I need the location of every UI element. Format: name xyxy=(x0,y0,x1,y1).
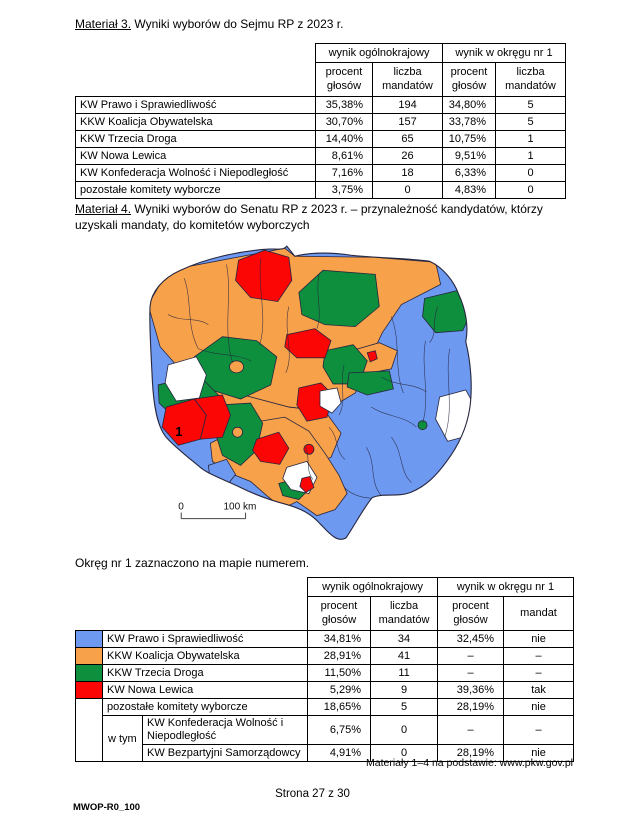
committee-name: KKW Trzecia Droga xyxy=(103,665,308,682)
table-row xyxy=(76,682,574,699)
document-code: MWOP-R0_100 xyxy=(73,802,141,813)
column-header: procent głosów xyxy=(438,597,504,631)
column-header-row xyxy=(76,597,574,631)
cell-value: 11 xyxy=(371,665,438,682)
cell-value: 0 xyxy=(496,165,566,182)
cell-value: 4,83% xyxy=(443,182,496,199)
column-header: liczba mandatów xyxy=(371,597,438,631)
cell-value: 34,81% xyxy=(308,631,371,648)
cell-value: 0 xyxy=(371,745,438,762)
material3-label: Materiał 3. xyxy=(75,17,132,31)
district-regions xyxy=(148,246,476,539)
cell-value: 1 xyxy=(496,148,566,165)
committee-name: KW Konfederacja Wolność i Niepodległość xyxy=(76,165,316,182)
cell-value: 6,33% xyxy=(443,165,496,182)
cell-value: 32,45% xyxy=(438,631,504,648)
committee-name: KW Bezpartyjni Samorządowcy xyxy=(143,745,308,762)
color-swatch xyxy=(76,631,103,648)
cell-value: 11,50% xyxy=(308,665,371,682)
cell-value: 5,29% xyxy=(308,682,371,699)
committee-name: KW Konfederacja Wolność i Niepodległość xyxy=(143,716,308,745)
blank-cell xyxy=(76,597,308,631)
cell-value: 28,19% xyxy=(438,745,504,762)
map-note: Okręg nr 1 zaznaczono na mapie numerem. xyxy=(75,556,310,570)
cell-value: 14,40% xyxy=(316,131,373,148)
cell-value: 1 xyxy=(496,131,566,148)
cell-value: – xyxy=(504,648,574,665)
senate-results-table xyxy=(75,577,574,762)
committee-name: KW Nowa Lewica xyxy=(103,682,308,699)
table-row xyxy=(76,97,566,114)
group-header-row xyxy=(76,44,566,63)
cell-value: 26 xyxy=(373,148,443,165)
cell-value: 28,91% xyxy=(308,648,371,665)
cell-value: 3,75% xyxy=(316,182,373,199)
source-note: Materiały 1–4 na podstawie: www.pkw.gov.pl xyxy=(366,757,573,769)
page-number: Strona 27 z 30 xyxy=(275,788,350,800)
committee-name: KW Nowa Lewica xyxy=(76,148,316,165)
table-row xyxy=(76,182,566,199)
cell-value: 5 xyxy=(371,699,438,716)
poland-senate-map xyxy=(138,244,510,550)
district-1-label: 1 xyxy=(175,424,183,440)
group-header: wynik ogólnokrajowy xyxy=(308,578,438,597)
table-row xyxy=(76,148,566,165)
cell-value: 5 xyxy=(496,114,566,131)
cell-value: 65 xyxy=(373,131,443,148)
sejm-results-table xyxy=(75,43,566,199)
cell-value: 0 xyxy=(371,716,438,745)
cell-value: 28,19% xyxy=(438,699,504,716)
cell-value: 39,36% xyxy=(438,682,504,699)
cell-value: 18 xyxy=(373,165,443,182)
table-row xyxy=(76,131,566,148)
color-swatch xyxy=(76,648,103,665)
group-header: wynik w okręgu nr 1 xyxy=(438,578,574,597)
table-row xyxy=(76,665,574,682)
table-row xyxy=(76,631,574,648)
cell-value: 30,70% xyxy=(316,114,373,131)
group-header: wynik w okręgu nr 1 xyxy=(443,44,566,63)
column-header: procent głosów xyxy=(316,63,373,97)
cell-value: nie xyxy=(504,631,574,648)
committee-name: pozostałe komitety wyborcze xyxy=(76,182,316,199)
cell-value: – xyxy=(438,648,504,665)
empty-swatch-cell xyxy=(76,699,103,762)
cell-value: 18,65% xyxy=(308,699,371,716)
cell-value: 34,80% xyxy=(443,97,496,114)
blank-cell xyxy=(76,578,308,597)
committee-name: KKW Trzecia Droga xyxy=(76,131,316,148)
cell-value: – xyxy=(438,716,504,745)
committee-name: KKW Koalicja Obywatelska xyxy=(76,114,316,131)
cell-value: 0 xyxy=(496,182,566,199)
cell-value: – xyxy=(438,665,504,682)
material4-title: Wyniki wyborów do Senatu RP z 2023 r. – przynależność kandydatów, którzy uzyskali mandaty, do komitetów wyborczych xyxy=(75,202,543,232)
column-header: liczba mandatów xyxy=(496,63,566,97)
committee-name: pozostałe komitety wyborcze xyxy=(103,699,308,716)
cell-value: 6,75% xyxy=(308,716,371,745)
column-header: procent głosów xyxy=(443,63,496,97)
cell-value: 157 xyxy=(373,114,443,131)
blank-cell xyxy=(76,63,316,97)
table-row xyxy=(76,648,574,665)
cell-value: 41 xyxy=(371,648,438,665)
cell-value: 7,16% xyxy=(316,165,373,182)
column-header-row xyxy=(76,63,566,97)
color-swatch xyxy=(76,682,103,699)
cell-value: nie xyxy=(504,699,574,716)
cell-value: 8,61% xyxy=(316,148,373,165)
cell-value: 9,51% xyxy=(443,148,496,165)
committee-name: KW Prawo i Sprawiedliwość xyxy=(76,97,316,114)
cell-value: 0 xyxy=(373,182,443,199)
cell-value: 33,78% xyxy=(443,114,496,131)
cell-value: 34 xyxy=(371,631,438,648)
cell-value: 194 xyxy=(373,97,443,114)
cell-value: – xyxy=(504,665,574,682)
blank-cell xyxy=(76,44,316,63)
material4-label: Materiał 4. xyxy=(75,202,132,216)
column-header: mandat xyxy=(504,597,574,631)
cell-value: nie xyxy=(504,745,574,762)
map-scale-bar xyxy=(181,513,245,519)
scale-distance-label: 100 km xyxy=(223,501,257,513)
cell-value: 35,38% xyxy=(316,97,373,114)
table-row xyxy=(76,114,566,131)
committee-name: KW Prawo i Sprawiedliwość xyxy=(103,631,308,648)
column-header: procent głosów xyxy=(308,597,371,631)
column-header: liczba mandatów xyxy=(373,63,443,97)
cell-value: – xyxy=(504,716,574,745)
table-sub-row xyxy=(76,716,574,745)
cell-value: 4,91% xyxy=(308,745,371,762)
cell-value: 10,75% xyxy=(443,131,496,148)
committee-name: KKW Koalicja Obywatelska xyxy=(103,648,308,665)
poland-map-svg xyxy=(138,244,510,548)
w-tym-cell: w tym xyxy=(103,716,143,762)
material3-heading xyxy=(75,17,575,33)
table-row xyxy=(76,699,574,716)
cell-value: 9 xyxy=(371,682,438,699)
color-swatch xyxy=(76,665,103,682)
group-header: wynik ogólnokrajowy xyxy=(316,44,443,63)
cell-value: tak xyxy=(504,682,574,699)
group-header-row xyxy=(76,578,574,597)
material4-heading xyxy=(75,202,572,233)
cell-value: 5 xyxy=(496,97,566,114)
table-row xyxy=(76,165,566,182)
scale-zero-label: 0 xyxy=(178,501,184,513)
material3-title: Wyniki wyborów do Sejmu RP z 2023 r. xyxy=(131,17,344,31)
